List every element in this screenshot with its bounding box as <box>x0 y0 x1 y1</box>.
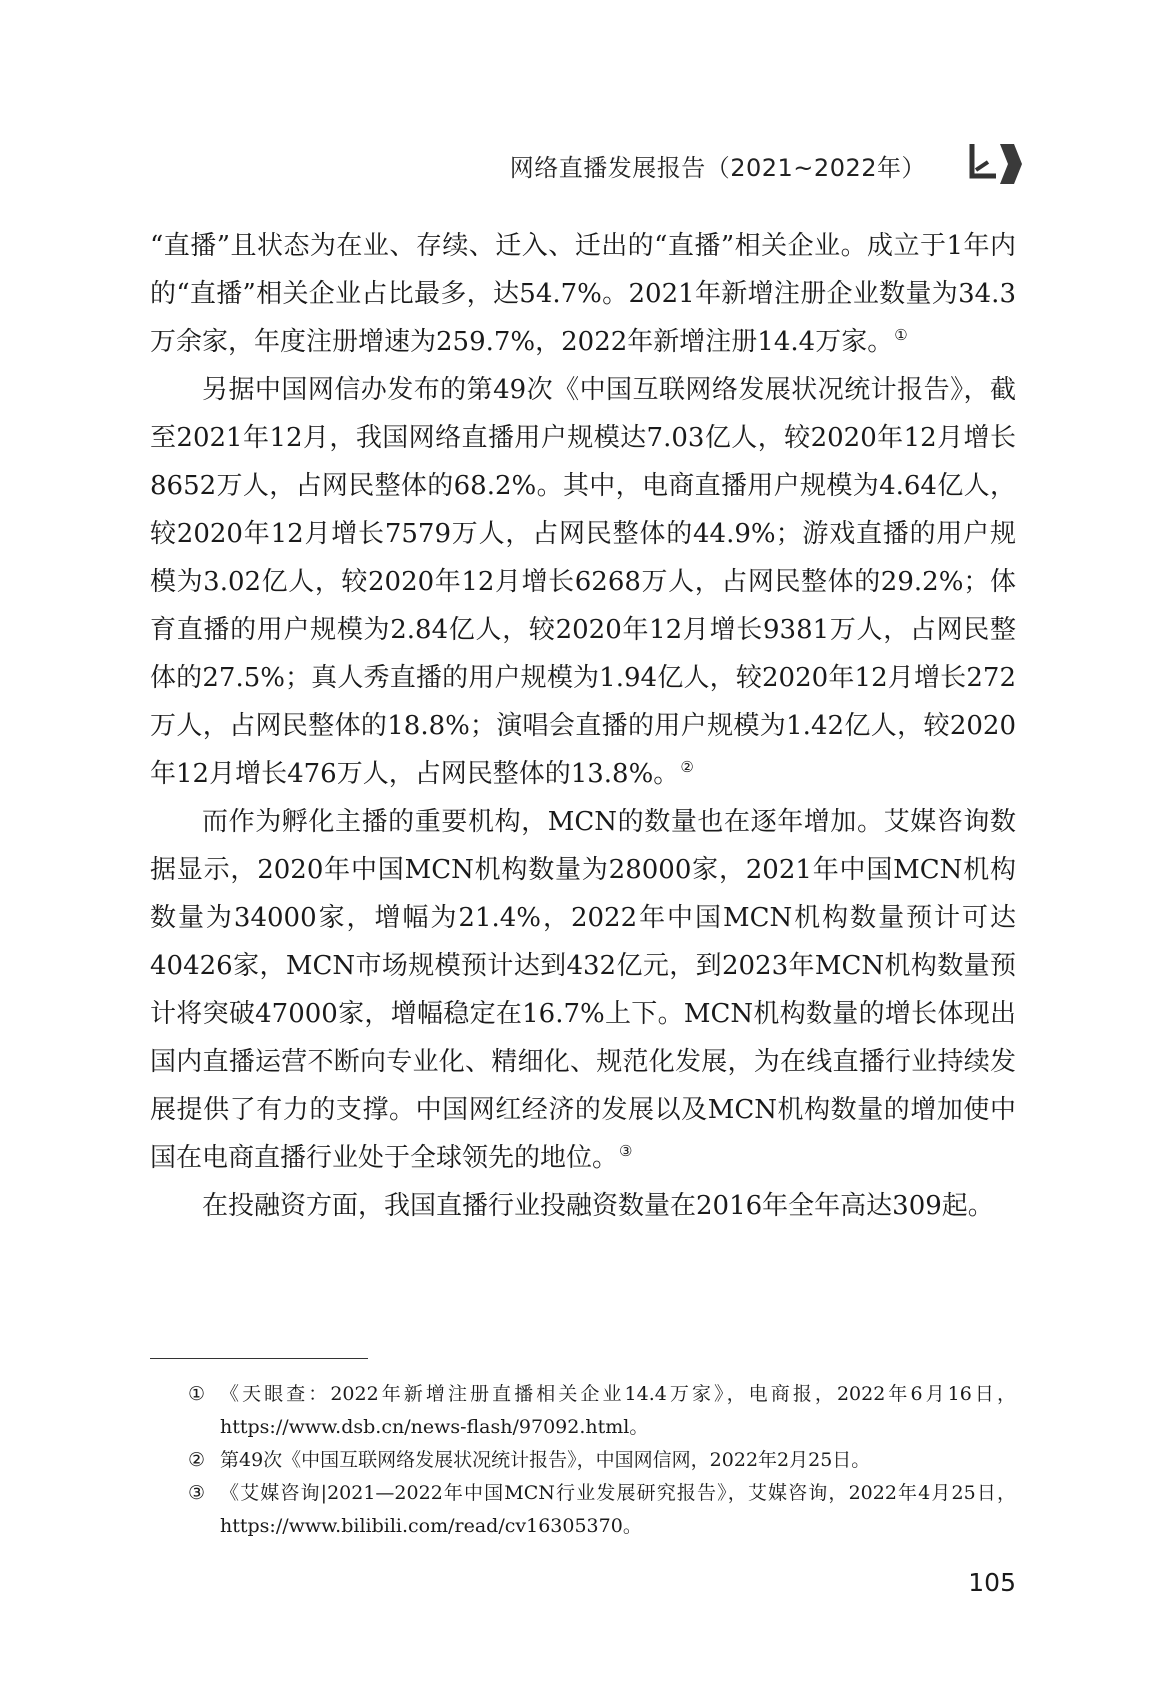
paragraph-1-text: “直播”且状态为在业、存续、迁入、迁出的“直播”相关企业。成立于1年内的“直播”相关企业占比最多，达54.7%。2021年新增注册企业数量为34.3万余家，年度注册增速为259.7%，2022年新增注册14.4万家。 <box>150 231 1016 357</box>
paragraph-2-text: 另据中国网信办发布的第49次《中国互联网络发展状况统计报告》，截至2021年12月，我国网络直播用户规模达7.03亿人，较2020年12月增长8652万人，占网民整体的68.2%。其中，电商直播用户规模为4.64亿人，较2020年12月增长7579万人，占网民整体的44.9%；游戏直播的用户规模为3.02亿人，较2020年12月增长6268万人，占网民整体的29.2%；体育直播的用户规模为2.84亿人，较2020年12月增长9381万人，占网民整体的27.5%；真人秀直播的用户规模为1.94亿人，较2020年12月增长272万人，占网民整体的18.8%；演唱会直播的用户规模为1.42亿人，较2020年12月增长476万人，占网民整体的13.8%。 <box>150 375 1016 789</box>
footnotes <box>188 1378 1016 1543</box>
footnote-number: ① <box>188 1383 206 1405</box>
paragraph-3-text: 而作为孵化主播的重要机构，MCN的数量也在逐年增加。艾媒咨询数据显示，2020年中国MCN机构数量为28000家，2021年中国MCN机构数量为34000家，增幅为21.4%，2022年中国MCN机构数量预计可达40426家，MCN市场规模预计达到432亿元，到2023年MCN机构数量预计将突破47000家，增幅稳定在16.7%上下。MCN机构数量的增长体现出国内直播运营不断向专业化、精细化、规范化发展，为在线直播行业持续发展提供了有力的支撑。中国网红经济的发展以及MCN机构数量的增加使中国在电商直播行业处于全球领先的地位。 <box>150 807 1016 1173</box>
paragraph-3 <box>150 798 1016 1182</box>
footnote-ref-2[interactable]: ② <box>680 758 694 776</box>
footnote-3 <box>188 1477 1016 1543</box>
footnote-text: 《天眼查：2022年新增注册直播相关企业14.4万家》，电商报，2022年6月16日，https://www.dsb.cn/news-flash/97092.html。 <box>220 1383 1016 1438</box>
footnote-ref-3[interactable]: ③ <box>619 1142 633 1160</box>
paragraph-2 <box>150 366 1016 798</box>
body-text <box>150 222 1016 1230</box>
paragraph-4: 在投融资方面，我国直播行业投融资数量在2016年全年高达309起。 <box>202 1191 994 1221</box>
page-number: 105 <box>968 1568 1016 1597</box>
chevron-bracket-icon <box>968 140 1024 188</box>
footnote-1 <box>188 1378 1016 1444</box>
paragraph-1 <box>150 222 1016 366</box>
footnote-divider <box>150 1358 368 1359</box>
running-header: 网络直播发展报告（2021~2022年） <box>509 154 926 182</box>
footnote-number: ③ <box>188 1482 206 1504</box>
footnote-number: ② <box>188 1449 206 1471</box>
footnote-ref-1[interactable]: ① <box>894 326 908 344</box>
footnote-text: 《艾媒咨询|2021—2022年中国MCN行业发展研究报告》，艾媒咨询，2022年4月25日，https://www.bilibili.com/read/cv16305370。 <box>220 1482 1016 1537</box>
footnote-2 <box>188 1444 1016 1477</box>
footnote-text: 第49次《中国互联网络发展状况统计报告》，中国网信网，2022年2月25日。 <box>220 1449 871 1471</box>
